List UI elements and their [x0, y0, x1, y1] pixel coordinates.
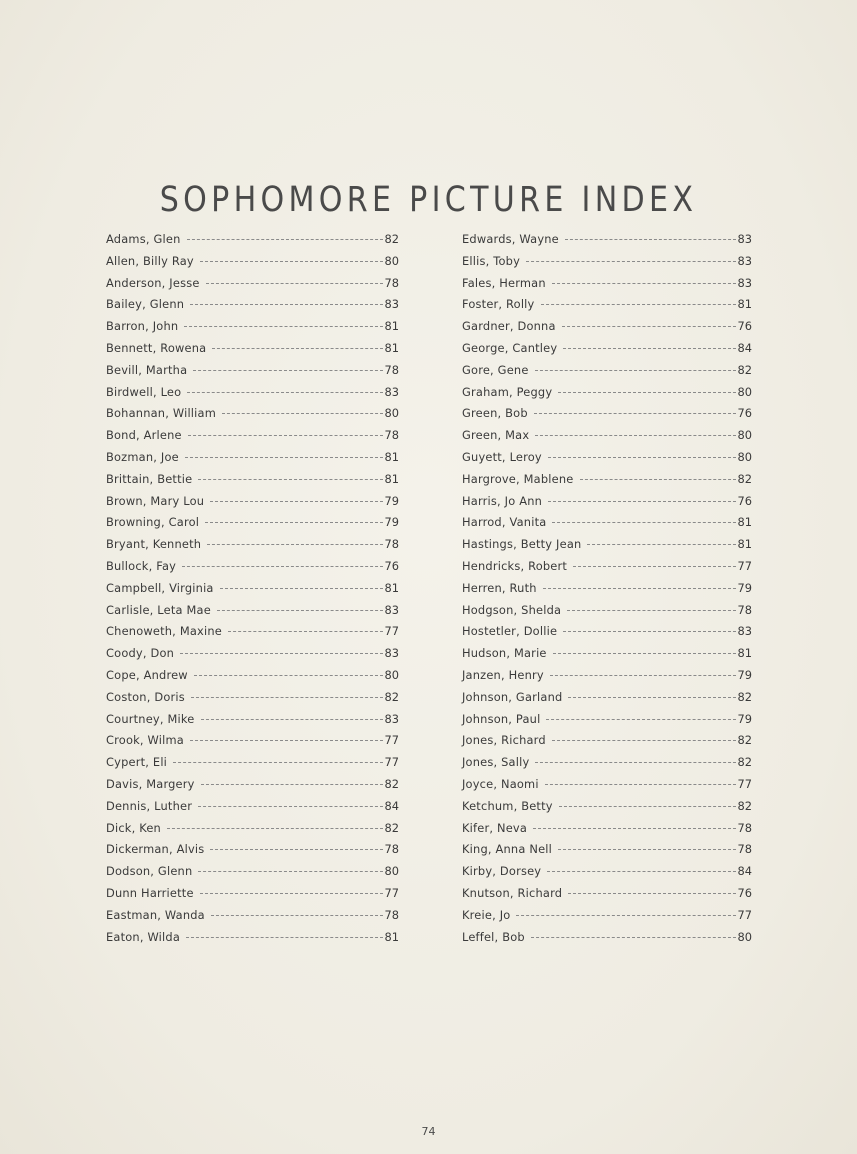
entry-name: Knutson, Richard — [462, 885, 563, 900]
dot-leader — [565, 239, 736, 240]
entry-page-number: 77 — [384, 624, 399, 639]
dot-leader — [563, 348, 735, 349]
entry-name: Bryant, Kenneth — [106, 537, 202, 552]
dot-leader — [201, 784, 383, 785]
entry-page-number: 81 — [737, 515, 752, 530]
index-entry — [462, 755, 752, 777]
entry-name: Brittain, Bettie — [106, 471, 193, 486]
dot-leader — [573, 566, 735, 567]
index-entry — [106, 821, 399, 843]
index-entry — [106, 297, 399, 319]
entry-page-number: 82 — [737, 471, 752, 486]
index-entry — [462, 297, 752, 319]
index-entry — [106, 450, 399, 472]
dot-leader — [187, 239, 383, 240]
entry-page-number: 84 — [384, 798, 399, 813]
dot-leader — [568, 697, 735, 698]
index-entry — [106, 363, 399, 385]
entry-page-number: 82 — [384, 689, 399, 704]
entry-name: Adams, Glen — [106, 232, 181, 246]
entry-page-number: 81 — [384, 929, 399, 944]
entry-page-number: 76 — [737, 493, 752, 508]
entry-page-number: 83 — [737, 275, 752, 290]
entry-name: Hastings, Betty Jean — [462, 537, 582, 552]
entry-page-number: 81 — [737, 646, 752, 661]
index-entry — [462, 559, 752, 581]
index-entry — [462, 581, 752, 603]
entry-name: Gore, Gene — [462, 362, 529, 377]
dot-leader — [545, 784, 736, 785]
entry-page-number: 77 — [384, 885, 399, 900]
index-entry — [106, 341, 399, 363]
index-entry — [462, 515, 752, 537]
entry-name: Bevill, Martha — [106, 362, 188, 377]
dot-leader — [180, 653, 382, 654]
dot-leader — [559, 806, 736, 807]
dot-leader — [207, 544, 382, 545]
entry-name: George, Cantley — [462, 340, 558, 355]
entry-name: Campbell, Virginia — [106, 580, 214, 595]
entry-page-number: 82 — [384, 776, 399, 791]
index-entry — [462, 341, 752, 363]
dot-leader — [550, 675, 736, 676]
entry-page-number: 76 — [384, 558, 399, 573]
entry-page-number: 83 — [384, 297, 399, 312]
index-entry — [106, 668, 399, 690]
entry-name: Guyett, Leroy — [462, 449, 542, 464]
entry-page-number: 80 — [384, 253, 399, 268]
index-entry — [106, 930, 399, 952]
dot-leader — [185, 457, 383, 458]
entry-page-number: 81 — [384, 340, 399, 355]
entry-page-number: 79 — [384, 515, 399, 530]
entry-page-number: 77 — [737, 558, 752, 573]
entry-name: Hodgson, Shelda — [462, 602, 562, 617]
entry-name: Herren, Ruth — [462, 580, 537, 595]
dot-leader — [535, 370, 736, 371]
dot-leader — [173, 762, 382, 763]
index-entry — [106, 385, 399, 407]
dot-leader — [568, 893, 735, 894]
index-entry — [106, 232, 399, 254]
entry-page-number: 82 — [737, 362, 752, 377]
entry-page-number: 80 — [384, 406, 399, 421]
index-entry — [462, 864, 752, 886]
dot-leader — [212, 348, 382, 349]
index-entry — [106, 908, 399, 930]
index-entry — [462, 537, 752, 559]
entry-name: Fales, Herman — [462, 275, 546, 290]
index-entry — [462, 276, 752, 298]
dot-leader — [187, 392, 382, 393]
entry-page-number: 80 — [737, 449, 752, 464]
dot-leader — [531, 937, 736, 938]
dot-leader — [188, 435, 383, 436]
page-title: SOPHOMORE PICTURE INDEX — [159, 180, 698, 220]
dot-leader — [547, 871, 735, 872]
dot-leader — [184, 326, 382, 327]
entry-page-number: 84 — [737, 864, 752, 879]
index-entry — [106, 537, 399, 559]
index-entry — [462, 733, 752, 755]
entry-name: Coston, Doris — [106, 689, 185, 704]
entry-name: Kifer, Neva — [462, 820, 528, 835]
entry-name: Hargrove, Mablene — [462, 471, 574, 486]
entry-page-number: 81 — [384, 319, 399, 334]
index-entry — [106, 276, 399, 298]
entry-name: Cypert, Eli — [106, 755, 168, 770]
entry-page-number: 81 — [737, 537, 752, 552]
entry-name: Ellis, Toby — [462, 253, 521, 268]
dot-leader — [190, 740, 383, 741]
entry-page-number: 81 — [384, 471, 399, 486]
index-entry — [462, 799, 752, 821]
entry-page-number: 83 — [384, 646, 399, 661]
entry-name: Bullock, Fay — [106, 558, 177, 573]
index-entry — [106, 581, 399, 603]
index-entry — [106, 733, 399, 755]
entry-name: Jones, Richard — [462, 733, 546, 748]
dot-leader — [198, 871, 382, 872]
dot-leader — [534, 413, 736, 414]
entry-name: Browning, Carol — [106, 515, 200, 530]
entry-page-number: 78 — [384, 362, 399, 377]
entry-page-number: 78 — [737, 842, 752, 857]
entry-name: Eastman, Wanda — [106, 907, 205, 922]
index-entry — [106, 646, 399, 668]
entry-name: Leffel, Bob — [462, 929, 525, 944]
entry-name: Edwards, Wayne — [462, 232, 559, 246]
index-entry — [462, 886, 752, 908]
dot-leader — [541, 304, 736, 305]
entry-name: Johnson, Paul — [462, 711, 541, 726]
entry-name: Birdwell, Leo — [106, 384, 182, 399]
entry-page-number: 81 — [384, 449, 399, 464]
entry-page-number: 81 — [384, 580, 399, 595]
dot-leader — [548, 501, 735, 502]
dot-leader — [533, 828, 735, 829]
dot-leader — [567, 610, 735, 611]
entry-name: Cope, Andrew — [106, 667, 188, 682]
entry-name: Dunn Harriette — [106, 885, 194, 900]
dot-leader — [563, 631, 735, 632]
dot-leader — [182, 566, 382, 567]
entry-name: Bozman, Joe — [106, 449, 179, 464]
entry-page-number: 83 — [384, 602, 399, 617]
dot-leader — [562, 326, 736, 327]
entry-name: Davis, Margery — [106, 776, 195, 791]
index-entry — [106, 494, 399, 516]
dot-leader — [558, 849, 735, 850]
index-entry — [462, 777, 752, 799]
entry-name: Bennett, Rowena — [106, 340, 207, 355]
dot-leader — [206, 283, 383, 284]
entry-page-number: 84 — [737, 340, 752, 355]
dot-leader — [222, 413, 382, 414]
dot-leader — [186, 937, 382, 938]
entry-page-number: 83 — [737, 232, 752, 246]
index-entry — [462, 668, 752, 690]
dot-leader — [548, 457, 736, 458]
entry-name: Bailey, Glenn — [106, 297, 185, 312]
entry-page-number: 76 — [737, 406, 752, 421]
index-entry — [106, 254, 399, 276]
entry-page-number: 76 — [737, 885, 752, 900]
entry-name: Green, Max — [462, 428, 530, 443]
entry-name: Janzen, Henry — [462, 667, 544, 682]
entry-name: Jones, Sally — [462, 755, 530, 770]
index-entry — [106, 690, 399, 712]
index-entry — [462, 428, 752, 450]
entry-name: King, Anna Nell — [462, 842, 553, 857]
dot-leader — [167, 828, 383, 829]
dot-leader — [193, 370, 382, 371]
dot-leader — [190, 304, 382, 305]
dot-leader — [535, 435, 735, 436]
entry-name: Bond, Arlene — [106, 428, 182, 443]
entry-name: Courtney, Mike — [106, 711, 195, 726]
index-entry — [462, 646, 752, 668]
entry-name: Gardner, Donna — [462, 319, 556, 334]
entry-page-number: 79 — [737, 667, 752, 682]
dot-leader — [228, 631, 383, 632]
index-entry — [462, 494, 752, 516]
dot-leader — [194, 675, 383, 676]
index-entry — [106, 886, 399, 908]
entry-page-number: 78 — [737, 602, 752, 617]
index-entry — [106, 428, 399, 450]
entry-name: Dick, Ken — [106, 820, 161, 835]
index-entry — [106, 406, 399, 428]
entry-name: Barron, John — [106, 319, 179, 334]
dot-leader — [546, 719, 735, 720]
entry-page-number: 78 — [384, 275, 399, 290]
index-entry — [462, 232, 752, 254]
index-entry — [462, 450, 752, 472]
entry-name: Dickerman, Alvis — [106, 842, 205, 857]
entry-name: Crook, Wilma — [106, 733, 184, 748]
entry-name: Kirby, Dorsey — [462, 864, 542, 879]
entry-name: Ketchum, Betty — [462, 798, 553, 813]
dot-leader — [220, 588, 383, 589]
index-entry — [106, 712, 399, 734]
dot-leader — [201, 719, 383, 720]
entry-name: Kreie, Jo — [462, 907, 511, 922]
entry-name: Joyce, Naomi — [462, 776, 539, 791]
entry-page-number: 79 — [737, 580, 752, 595]
index-entry — [106, 515, 399, 537]
dot-leader — [198, 806, 382, 807]
entry-name: Anderson, Jesse — [106, 275, 200, 290]
dot-leader — [526, 261, 735, 262]
dot-leader — [516, 915, 735, 916]
entry-page-number: 77 — [384, 733, 399, 748]
index-entry — [462, 690, 752, 712]
entry-page-number: 78 — [737, 820, 752, 835]
entry-page-number: 79 — [737, 711, 752, 726]
entry-name: Dodson, Glenn — [106, 864, 193, 879]
index-entry — [106, 777, 399, 799]
entry-page-number: 78 — [384, 907, 399, 922]
index-entry — [106, 472, 399, 494]
dot-leader — [210, 501, 382, 502]
entry-name: Eaton, Wilda — [106, 929, 181, 944]
entry-name: Hendricks, Robert — [462, 558, 568, 573]
dot-leader — [205, 522, 382, 523]
index-entry — [462, 842, 752, 864]
entry-page-number: 83 — [384, 384, 399, 399]
dot-leader — [200, 893, 383, 894]
entry-page-number: 82 — [737, 755, 752, 770]
entry-name: Chenoweth, Maxine — [106, 624, 222, 639]
entry-name: Hostetler, Dollie — [462, 624, 558, 639]
entry-name: Bohannan, William — [106, 406, 217, 421]
dot-leader — [558, 392, 735, 393]
index-entry — [462, 254, 752, 276]
index-entry — [462, 472, 752, 494]
entry-page-number: 82 — [737, 733, 752, 748]
entry-page-number: 81 — [737, 297, 752, 312]
index-entry — [462, 908, 752, 930]
index-entry — [462, 319, 752, 341]
index-entry — [106, 864, 399, 886]
page-number: 74 — [421, 1125, 436, 1138]
index-column-left — [106, 232, 399, 951]
entry-name: Graham, Peggy — [462, 384, 553, 399]
dot-leader — [543, 588, 736, 589]
entry-page-number: 80 — [384, 667, 399, 682]
dot-leader — [580, 479, 736, 480]
dot-leader — [211, 915, 383, 916]
index-entry — [462, 624, 752, 646]
dot-leader — [552, 522, 735, 523]
index-entry — [462, 363, 752, 385]
entry-page-number: 77 — [737, 776, 752, 791]
entry-page-number: 78 — [384, 842, 399, 857]
entry-page-number: 76 — [737, 319, 752, 334]
dot-leader — [587, 544, 735, 545]
dot-leader — [210, 849, 382, 850]
index-entry — [106, 319, 399, 341]
dot-leader — [198, 479, 382, 480]
entry-page-number: 82 — [737, 798, 752, 813]
dot-leader — [217, 610, 383, 611]
entry-page-number: 78 — [384, 537, 399, 552]
entry-name: Coody, Don — [106, 646, 175, 661]
entry-page-number: 80 — [737, 384, 752, 399]
entry-page-number: 79 — [384, 493, 399, 508]
index-entry — [462, 406, 752, 428]
index-entry — [106, 603, 399, 625]
dot-leader — [552, 740, 736, 741]
entry-name: Foster, Rolly — [462, 297, 535, 312]
dot-leader — [191, 697, 383, 698]
entry-name: Hudson, Marie — [462, 646, 547, 661]
entry-name: Harris, Jo Ann — [462, 493, 543, 508]
entry-page-number: 77 — [384, 755, 399, 770]
dot-leader — [200, 261, 383, 262]
index-entry — [106, 559, 399, 581]
index-entry — [106, 624, 399, 646]
entry-page-number: 80 — [384, 864, 399, 879]
index-column-right — [462, 232, 752, 951]
entry-page-number: 82 — [384, 232, 399, 246]
index-entry — [462, 712, 752, 734]
entry-page-number: 82 — [737, 689, 752, 704]
entry-name: Brown, Mary Lou — [106, 493, 205, 508]
entry-name: Green, Bob — [462, 406, 528, 421]
entry-page-number: 83 — [737, 624, 752, 639]
entry-page-number: 83 — [737, 253, 752, 268]
entry-name: Harrod, Vanita — [462, 515, 547, 530]
entry-page-number: 82 — [384, 820, 399, 835]
dot-leader — [535, 762, 735, 763]
entry-name: Carlisle, Leta Mae — [106, 602, 211, 617]
index-entry — [462, 385, 752, 407]
entry-page-number: 77 — [737, 907, 752, 922]
index-entry — [106, 799, 399, 821]
entry-name: Allen, Billy Ray — [106, 253, 194, 268]
index-entry — [106, 842, 399, 864]
index-entry — [462, 821, 752, 843]
entry-page-number: 78 — [384, 428, 399, 443]
entry-page-number: 80 — [737, 428, 752, 443]
index-entry — [462, 603, 752, 625]
entry-name: Dennis, Luther — [106, 798, 193, 813]
index-entry — [462, 930, 752, 952]
entry-page-number: 83 — [384, 711, 399, 726]
entry-page-number: 80 — [737, 929, 752, 944]
dot-leader — [552, 283, 736, 284]
dot-leader — [553, 653, 736, 654]
entry-name: Johnson, Garland — [462, 689, 563, 704]
index-entry — [106, 755, 399, 777]
